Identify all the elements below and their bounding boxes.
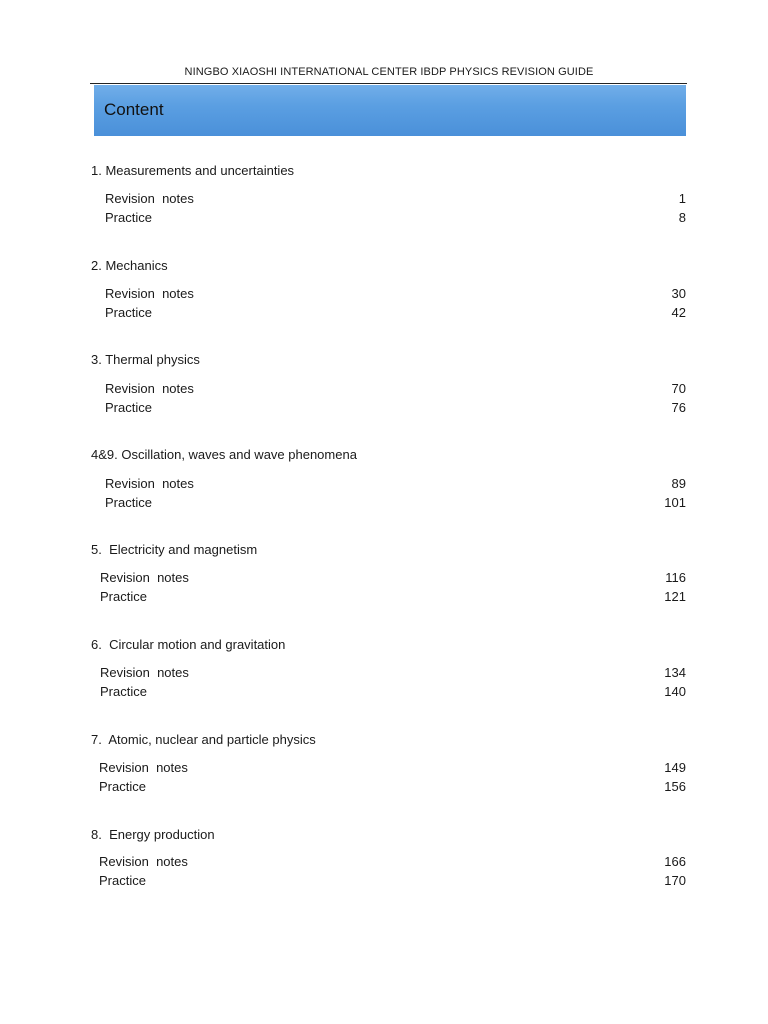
- toc-section-1: [0, 163, 768, 243]
- toc-section-7: [0, 732, 768, 812]
- toc-section-6: [0, 637, 768, 717]
- entry-page-number: 1: [678, 191, 686, 206]
- running-header: NINGBO XIAOSHI INTERNATIONAL CENTER IBDP PHYSICS REVISION GUIDE: [184, 66, 594, 78]
- entry-page-number: 121: [664, 589, 686, 604]
- page-title: Content: [104, 100, 164, 119]
- entry-page-number: 42: [671, 305, 686, 320]
- entry-page-number: 70: [671, 381, 686, 396]
- entry-page-number: 8: [678, 210, 686, 225]
- section-title: 5. Electricity and magnetism: [91, 542, 258, 557]
- entry-label-practice[interactable]: Practice: [99, 873, 146, 888]
- entry-label-revision-notes[interactable]: Revision notes: [105, 286, 194, 301]
- entry-label-revision-notes[interactable]: Revision notes: [105, 191, 194, 206]
- toc-section-5: [0, 542, 768, 622]
- entry-page-number: 170: [664, 873, 686, 888]
- toc-section-3: [0, 352, 768, 432]
- entry-page-number: 30: [671, 286, 686, 301]
- toc-section-4: [0, 447, 768, 527]
- entry-label-practice[interactable]: Practice: [100, 589, 147, 604]
- entry-page-number: 149: [664, 760, 686, 775]
- entry-label-revision-notes[interactable]: Revision notes: [99, 760, 188, 775]
- entry-page-number: 140: [664, 684, 686, 699]
- entry-label-practice[interactable]: Practice: [105, 400, 152, 415]
- entry-label-practice[interactable]: Practice: [100, 684, 147, 699]
- entry-label-practice[interactable]: Practice: [105, 210, 152, 225]
- entry-label-practice[interactable]: Practice: [99, 779, 146, 794]
- entry-label-revision-notes[interactable]: Revision notes: [100, 665, 189, 680]
- entry-label-revision-notes[interactable]: Revision notes: [99, 854, 188, 869]
- section-title: 8. Energy production: [91, 827, 215, 842]
- section-title: 3. Thermal physics: [91, 352, 200, 367]
- section-title: 4&9. Oscillation, waves and wave phenomena: [91, 447, 357, 462]
- section-title: 7. Atomic, nuclear and particle physics: [91, 732, 316, 747]
- section-title: 6. Circular motion and gravitation: [91, 637, 286, 652]
- entry-page-number: 116: [665, 570, 686, 585]
- section-title: 1. Measurements and uncertainties: [91, 163, 295, 178]
- entry-label-revision-notes[interactable]: Revision notes: [100, 570, 189, 585]
- toc-section-2: [0, 258, 768, 338]
- entry-label-revision-notes[interactable]: Revision notes: [105, 476, 194, 491]
- entry-page-number: 101: [664, 495, 686, 510]
- toc-section-8: [0, 827, 768, 907]
- entry-page-number: 156: [664, 779, 686, 794]
- section-title: 2. Mechanics: [91, 258, 168, 273]
- entry-page-number: 89: [671, 476, 686, 491]
- entry-label-practice[interactable]: Practice: [105, 305, 152, 320]
- entry-label-revision-notes[interactable]: Revision notes: [105, 381, 194, 396]
- entry-page-number: 166: [664, 854, 686, 869]
- entry-label-practice[interactable]: Practice: [105, 495, 152, 510]
- entry-page-number: 134: [664, 665, 686, 680]
- entry-page-number: 76: [671, 400, 686, 415]
